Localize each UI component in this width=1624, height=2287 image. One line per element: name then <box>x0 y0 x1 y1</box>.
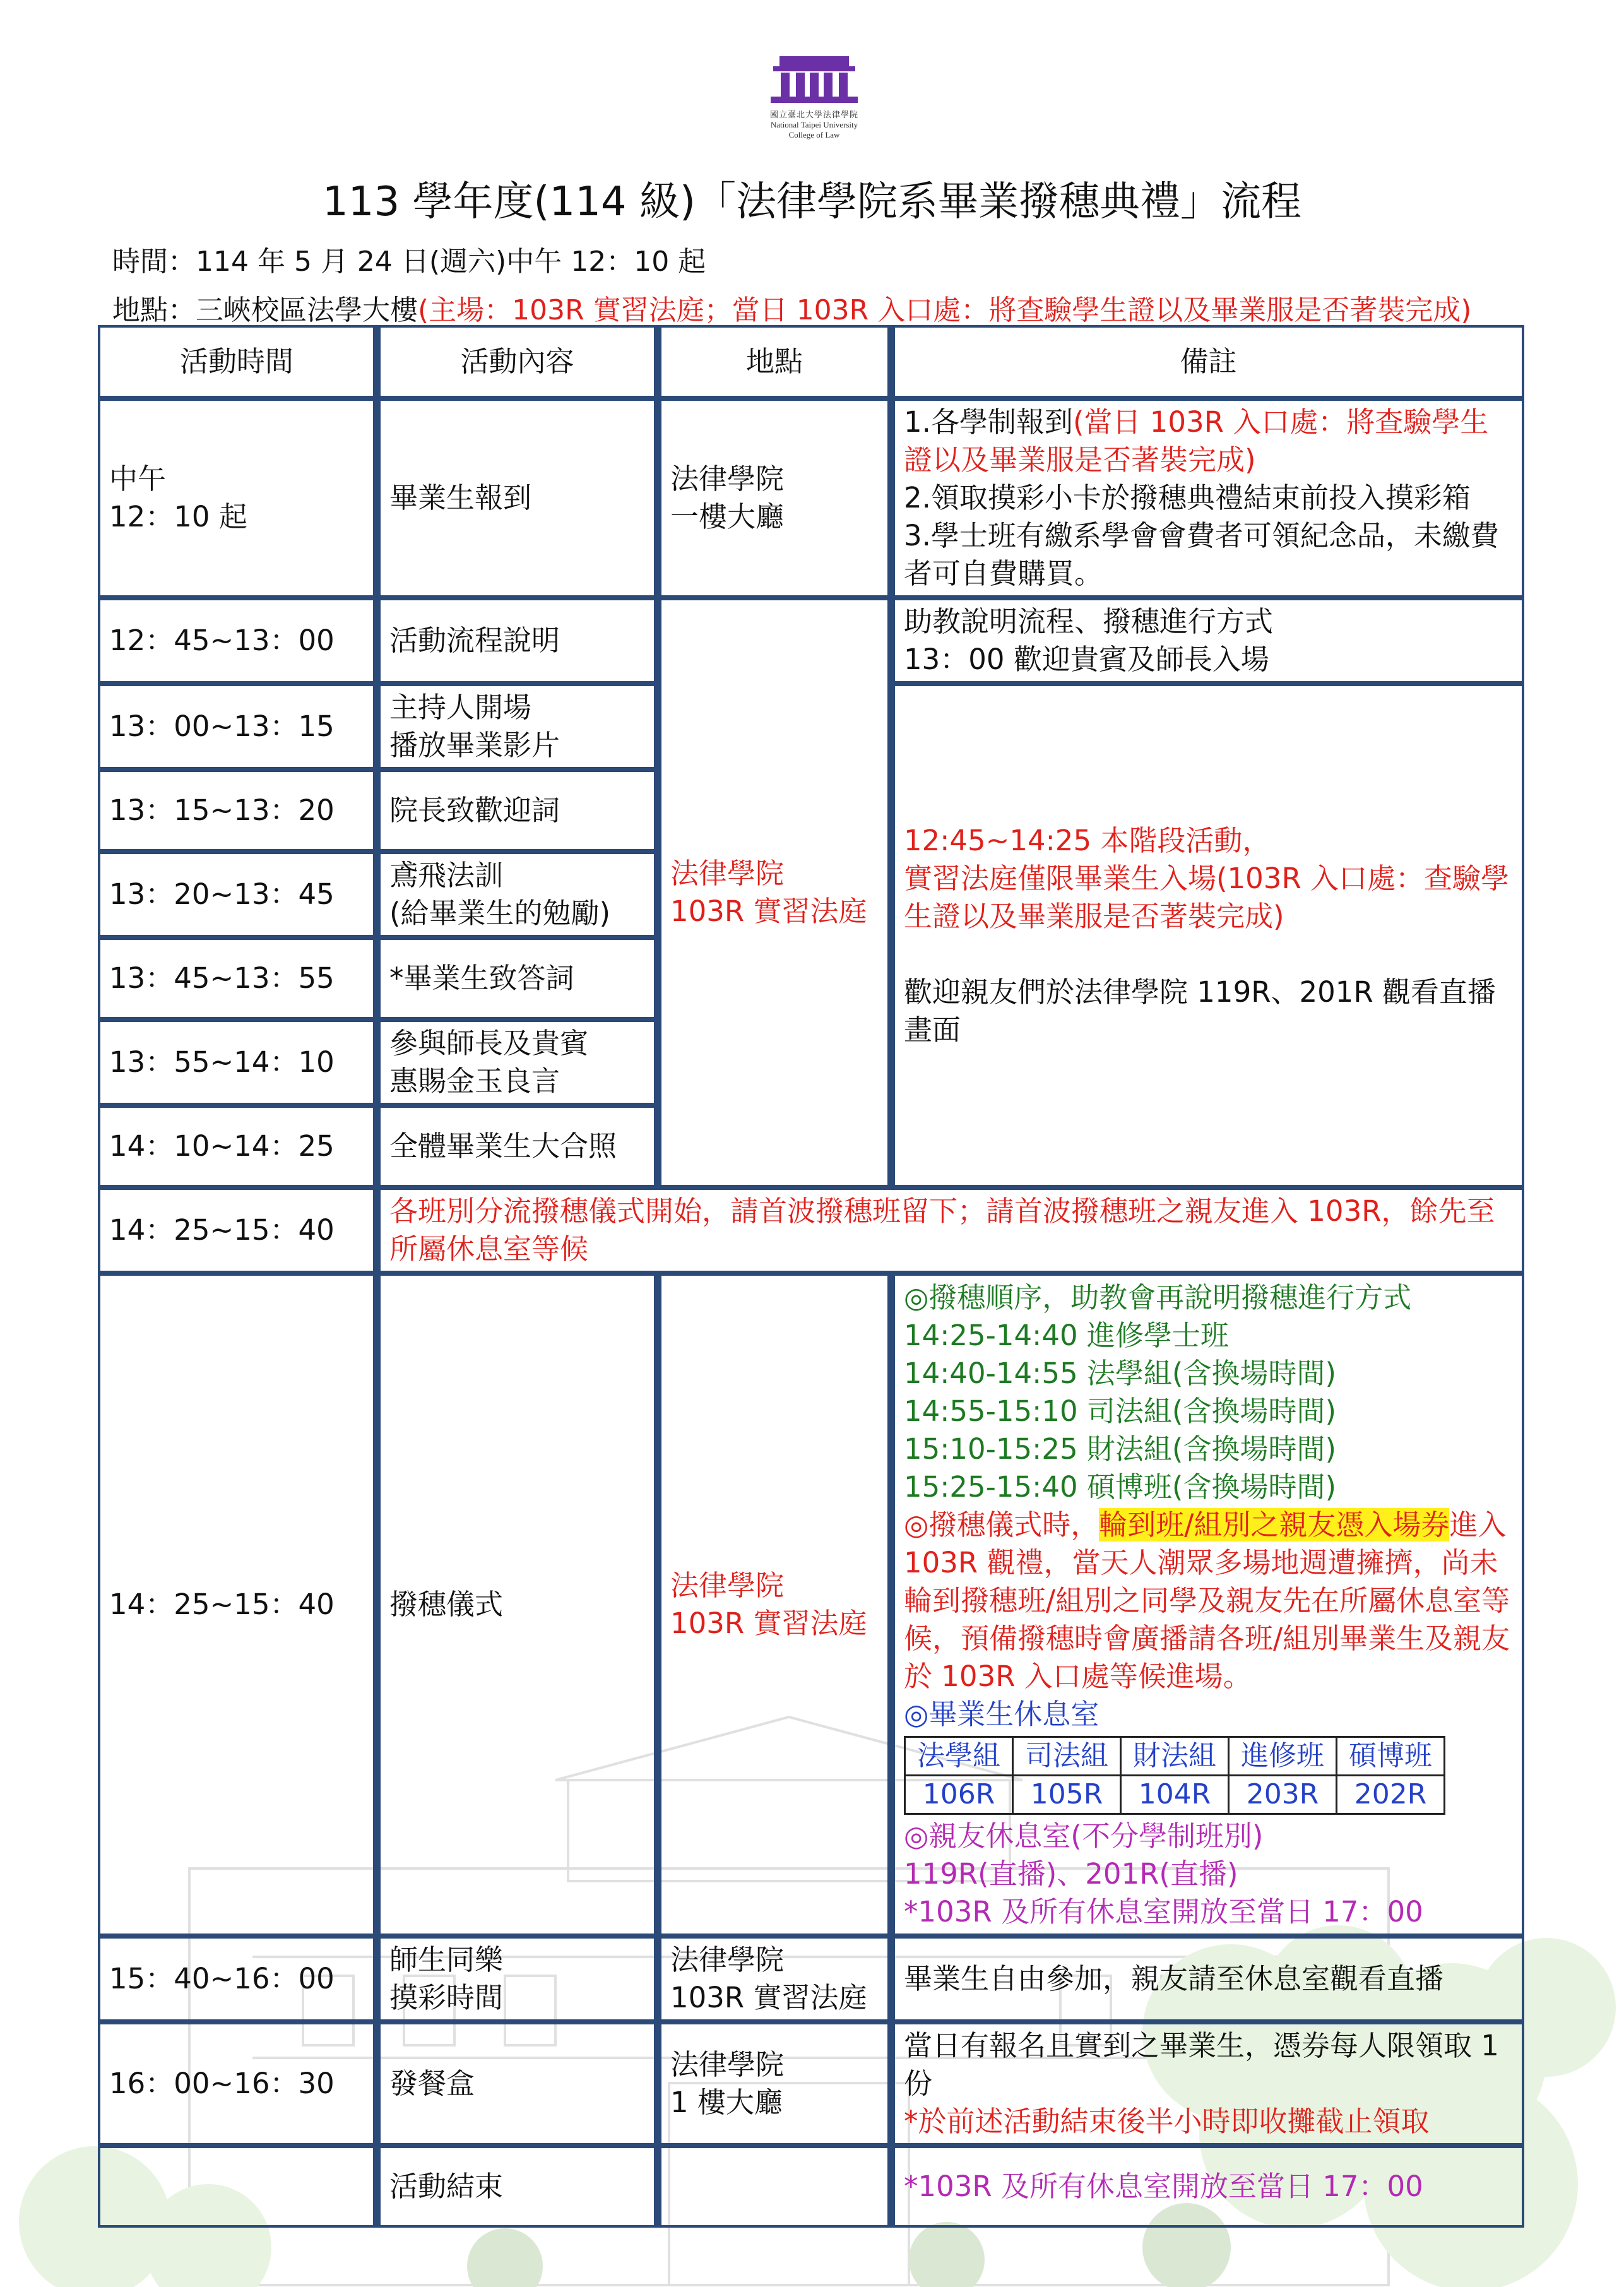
table-row <box>98 598 1524 684</box>
place-line-2: 一樓大廳 <box>670 500 785 533</box>
ceremony-text: 進入 103R 觀禮，當天人潮眾多場地週遭擁擠，尚未輪到撥穗班/組別之同學及親友先在所屬休息室等候，預備撥穗時會廣播請各班/組別畢業生及親友於 103R 入口處等候進場。 <box>904 1507 1510 1693</box>
rest-room-header-row <box>905 1737 1445 1775</box>
order-item: 14:25-14:40 進修學士班 <box>904 1318 1229 1352</box>
row-content: 畢業生報到 <box>376 398 656 598</box>
rest-room-title: ◎畢業生休息室 <box>904 1697 1099 1731</box>
table-row <box>98 398 1524 598</box>
rest-room-header: 財法組 <box>1121 1737 1229 1775</box>
note-red-line-1: 12:45~14:25 本階段活動， <box>904 824 1271 857</box>
note-red-line-2: 實習法庭僅限畢業生入場(103R 入口處：查驗學生證以及畢業服是否著裝完成) <box>904 862 1510 933</box>
place-line-2: 1 樓大廳 <box>670 2086 783 2119</box>
row-content <box>376 1019 656 1105</box>
note-item-1 <box>904 403 1513 479</box>
row-note: *103R 及所有休息室開放至當日 17：00 <box>890 2146 1524 2228</box>
row-time: 13：00~13：15 <box>98 684 376 769</box>
row-time-empty <box>98 2146 376 2228</box>
order-item: 15:10-15:25 財法組(含換場時間) <box>904 1432 1337 1466</box>
row-time: 13：15~13：20 <box>98 769 376 852</box>
place-line-1: 法律學院 <box>670 1569 785 1602</box>
place-line <box>112 287 1471 328</box>
row-content: 院長致歡迎詞 <box>376 769 656 852</box>
note-livestream: 歡迎親友們於法律學院 119R、201R 觀看直播畫面 <box>904 975 1496 1047</box>
rest-room-header: 司法組 <box>1013 1737 1121 1775</box>
table-row <box>98 1936 1524 2022</box>
time-line: 時間：114 年 5 月 24 日(週六)中午 12：10 起 <box>112 246 706 278</box>
row-note <box>890 1273 1524 1936</box>
place-label: 地點：三峽校區法學大樓 <box>112 294 418 326</box>
content-line-1: 主持人開場 <box>389 691 532 724</box>
note-line-1: 助教說明流程、撥穗進行方式 <box>904 605 1274 638</box>
place-line-1: 法律學院 <box>670 2048 785 2081</box>
row-time: 14：25~15：40 <box>98 1273 376 1936</box>
content-line-2: (給畢業生的勉勵) <box>389 896 611 930</box>
row-place <box>656 1936 890 2022</box>
document-title: 113 學年度(114 級)「法律學院系畢業撥穗典禮」流程 <box>323 179 1301 225</box>
content-line-2: 惠賜金玉良言 <box>389 1064 560 1098</box>
place-line-2: 103R 實習法庭 <box>670 894 867 928</box>
family-room-list: 119R(直播)、201R(直播) <box>904 1856 1238 1891</box>
college-logo <box>738 54 890 140</box>
content-line-1: 參與師長及貴賓 <box>389 1026 589 1060</box>
row-place <box>656 1273 890 1936</box>
time-value: 12：10 起 <box>109 500 247 533</box>
order-item: 14:55-15:10 司法組(含換場時間) <box>904 1394 1337 1428</box>
rest-room-value: 105R <box>1013 1775 1121 1814</box>
note-line-2: *於前述活動結束後半小時即收攤截止領取 <box>904 2105 1430 2138</box>
row-content: 活動結束 <box>376 2146 656 2228</box>
content-line-1: 鳶飛法訓 <box>389 858 504 892</box>
content-line-2: 摸彩時間 <box>389 1981 504 2014</box>
row-note-wide: 各班別分流撥穗儀式開始，請首波撥穗班留下；請首波撥穗班之親友進入 103R，餘先至所屬休息室等候 <box>376 1187 1524 1273</box>
note-line-2: 13：00 歡迎貴賓及師長入場 <box>904 643 1269 676</box>
row-content <box>376 852 656 937</box>
row-place <box>656 2022 890 2146</box>
row-time: 13：45~13：55 <box>98 937 376 1019</box>
rest-room-table <box>904 1736 1445 1815</box>
rest-room-value: 203R <box>1229 1775 1337 1814</box>
row-content: 活動流程說明 <box>376 598 656 684</box>
row-content: *畢業生致答詞 <box>376 937 656 1019</box>
row-content: 全體畢業生大合照 <box>376 1105 656 1187</box>
header-place: 地點 <box>656 325 890 398</box>
row-content <box>376 684 656 769</box>
rest-room-value-row <box>905 1775 1445 1814</box>
ceremony-highlight: 輪到班/組別之親友憑入場券 <box>1099 1507 1450 1541</box>
row-content: 撥穗儀式 <box>376 1273 656 1936</box>
open-hours-note: *103R 及所有休息室開放至當日 17：00 <box>904 1894 1423 1928</box>
row-time: 14：25~15：40 <box>98 1187 376 1273</box>
place-line-1: 法律學院 <box>670 462 785 496</box>
row-time: 13：55~14：10 <box>98 1019 376 1105</box>
logo-english-line1: National Taipei University <box>770 120 858 129</box>
place-note: (主場：103R 實習法庭；當日 103R 入口處：將查驗學生證以及畢業服是否著裝完成) <box>418 294 1472 326</box>
rest-room-value: 202R <box>1337 1775 1445 1814</box>
schedule-table <box>98 325 1524 2228</box>
order-title: ◎撥穗順序，助教會再說明撥穗進行方式 <box>904 1280 1412 1314</box>
row-note <box>890 2022 1524 2146</box>
row-note <box>890 598 1524 684</box>
content-line-1: 師生同樂 <box>389 1943 504 1976</box>
row-place-empty <box>656 2146 890 2228</box>
table-row <box>98 1273 1524 1936</box>
place-line-1: 法律學院 <box>670 1943 785 1976</box>
order-item: 15:25-15:40 碩博班(含換場時間) <box>904 1470 1337 1504</box>
row-place-merged <box>656 598 890 1187</box>
ceremony-text: ◎撥穗儀式時， <box>904 1507 1099 1541</box>
rest-room-header: 碩博班 <box>1337 1737 1445 1775</box>
row-time <box>98 398 376 598</box>
row-time: 12：45~13：00 <box>98 598 376 684</box>
law-college-emblem-icon <box>767 54 862 104</box>
row-time: 15：40~16：00 <box>98 1936 376 2022</box>
place-line-2: 103R 實習法庭 <box>670 1607 867 1640</box>
note-item-3: 3.學士班有繳系學會會費者可領紀念品，未繳費者可自費購買。 <box>904 519 1499 590</box>
logo-english-line2: College of Law <box>788 130 840 140</box>
table-row <box>98 2022 1524 2146</box>
note-red-text: (當日 103R 入口處：將查驗學生證以及畢業服是否著裝完成) <box>904 405 1489 477</box>
ceremony-note <box>904 1506 1513 1696</box>
row-content <box>376 1936 656 2022</box>
header-content: 活動內容 <box>376 325 656 398</box>
row-note-merged <box>890 684 1524 1187</box>
logo-chinese-name: 國立臺北大學法律學院 <box>769 110 858 120</box>
content-line-2: 播放畢業影片 <box>389 728 560 762</box>
time-label: 中午 <box>109 462 167 496</box>
row-time: 14：10~14：25 <box>98 1105 376 1187</box>
row-content: 發餐盒 <box>376 2022 656 2146</box>
table-row <box>98 2146 1524 2228</box>
row-time: 13：20~13：45 <box>98 852 376 937</box>
rest-room-header: 進修班 <box>1229 1737 1337 1775</box>
note-item-2: 2.領取摸彩小卡於撥穗典禮結束前投入摸彩箱 <box>904 481 1471 514</box>
note-line-1: 當日有報名且實到之畢業生，憑券每人限領取 1 份 <box>904 2029 1499 2100</box>
table-header-row <box>98 325 1524 398</box>
header-note: 備註 <box>890 325 1524 398</box>
row-place <box>656 398 890 598</box>
header-time: 活動時間 <box>98 325 376 398</box>
rest-room-value: 104R <box>1121 1775 1229 1814</box>
place-line-2: 103R 實習法庭 <box>670 1981 867 2014</box>
order-item: 14:40-14:55 法學組(含換場時間) <box>904 1356 1337 1390</box>
table-row-highlight <box>98 1187 1524 1273</box>
note-text: 1.各學制報到 <box>904 405 1073 439</box>
rest-room-value: 106R <box>905 1775 1013 1814</box>
place-line-1: 法律學院 <box>670 857 785 890</box>
family-room-title: ◎親友休息室(不分學制班別) <box>904 1819 1264 1853</box>
rest-room-header: 法學組 <box>905 1737 1013 1775</box>
row-note: 畢業生自由參加，親友請至休息室觀看直播 <box>890 1936 1524 2022</box>
row-note <box>890 398 1524 598</box>
row-time: 16：00~16：30 <box>98 2022 376 2146</box>
